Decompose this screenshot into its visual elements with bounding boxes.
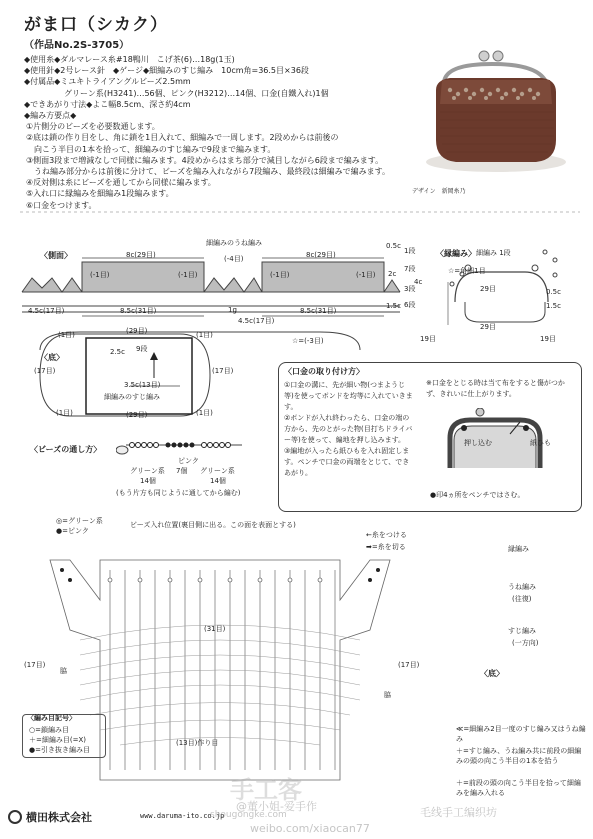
- width-label: 8c(29目): [126, 251, 156, 259]
- cut-note: ➡=糸を切る: [366, 543, 406, 551]
- chart-side-label: 脇: [384, 691, 391, 699]
- bottom-depth: 2.5c: [110, 348, 125, 356]
- star-note: ☆=(-3目): [292, 337, 324, 345]
- row-label: 6段: [404, 301, 416, 309]
- clasp-illustration: [440, 408, 550, 488]
- watermark: weibo.com/xiaocan77: [250, 822, 370, 835]
- step-line: ⑤入れ口に縁編みを細編み1段編みます。: [26, 189, 174, 199]
- page-title: がま口（シカク）: [24, 15, 168, 35]
- symbol-item: ＋=細編み目(=X): [29, 736, 86, 744]
- row-label: 1段: [404, 247, 416, 255]
- height-label: 4c: [414, 278, 423, 286]
- company-logo: [8, 809, 92, 825]
- step-line: うね編み部分からは前後に分けて、ビーズを編み入れながら7段編み、最終段は細編みで編みます。: [26, 167, 391, 177]
- bottom-right-label: (17目): [212, 367, 234, 375]
- step-line: 向こう半目の1本を拾って、細編みのすじ編みで9段まで編みます。: [26, 144, 276, 154]
- gusset-width-label: 4.5c(17目): [28, 307, 65, 315]
- bottom-width: 3.5c(13目): [124, 381, 161, 389]
- bead-green: グリーン系: [130, 467, 165, 475]
- cord-label: 紙ひも: [530, 439, 551, 447]
- step-line: ②底は鎖の作り目をし、角に鎖を1目入れて、細編みで一周します。2段めからは前後の: [26, 133, 339, 143]
- symbol-item: ○=鎖編み目: [29, 726, 69, 734]
- attach-note: ←糸をつける: [366, 531, 407, 539]
- symbol-right: ≪=細編み2目一度のすじ編み又はうね編み: [456, 725, 586, 743]
- border-sub: 細編み 1段: [476, 249, 511, 257]
- photo-credit: デザイン 新岡糸乃: [412, 188, 466, 195]
- border-width: 29目: [480, 323, 496, 331]
- watermark: 手工客: [230, 776, 302, 804]
- chart-count: (17目): [398, 661, 420, 669]
- material-line: ◆使用糸◆ダルマレース糸#18鴨川 こげ茶(6)…18g(1玉): [24, 55, 235, 64]
- width-label: 8c(29目): [306, 251, 336, 259]
- decrease-label: (-1目): [178, 271, 198, 279]
- bead-count: 14個: [210, 477, 226, 485]
- border-margin: 0.5c: [546, 288, 561, 296]
- bead-green: グリーン系: [200, 467, 235, 475]
- border-star: ☆=角細1目: [448, 267, 486, 275]
- symbol-right: ＋=前段の頭の向こう半目を拾って細編みを編み入れる: [456, 779, 581, 797]
- height-label: 0.5c: [386, 242, 401, 250]
- row-label: 3段: [404, 285, 416, 293]
- bottom-right-label: (1目): [196, 331, 213, 339]
- clasp-step: ①口金の溝に、先が細い物(つまようじ等)を使ってボンドを均等に入れていきます。: [284, 381, 413, 411]
- bead-pink: ピンク: [178, 457, 199, 465]
- border-heading: 〈縁編み〉: [436, 249, 476, 258]
- bottom-top-label: (29目): [126, 327, 148, 335]
- watermark: 毛线手工编织坊: [420, 806, 497, 819]
- material-line: グリーン系(H3241)…56個、ピンク(H3212)…14個、口金(自鐵入れ)1個: [24, 88, 329, 98]
- gusset-width-label: 4.5c(17目): [238, 317, 275, 325]
- bottom-left-label: (1目): [56, 409, 73, 417]
- legend-pink: ●=ピンク: [56, 527, 89, 535]
- edging-label: 縁編み: [508, 545, 529, 553]
- symbol-heading: 〈編み目記号〉: [27, 714, 76, 722]
- bottom-stitch: 細編みのすじ編み: [104, 393, 160, 401]
- clasp-step: ③編地が入ったら紙ひもを入れ固定します。ペンチで口金の両端をとじて、できあがり。: [284, 447, 410, 477]
- watermark: @董小姐-爱手作: [236, 800, 317, 813]
- work-number: （作品No.2S-3705）: [24, 40, 130, 51]
- une-label: 細編みのうね編み: [206, 239, 262, 247]
- material-line: ◆編み方要点◆: [24, 111, 77, 121]
- bottom-bottom-label: (29目): [126, 411, 148, 419]
- materials-block: [24, 54, 404, 211]
- symbol-item: ●=引き抜き編み目: [29, 746, 90, 754]
- border-rows: 19目: [540, 335, 556, 343]
- border-rows: 19目: [420, 335, 436, 343]
- decrease-label: (-4目): [224, 255, 244, 263]
- bead-count: 7個: [176, 467, 188, 475]
- bottom-width-label: 8.5c(31目): [300, 307, 337, 315]
- symbol-legend: [22, 714, 106, 758]
- material-line: ◆できあがり寸法◆よこ幅8.5cm、深さ約4cm: [24, 99, 191, 109]
- clasp-step: ②ボンドが入れ終わったら、口金の端の方から、先のとがった物(目打ちドライバー等)を使って、編地を押し込みます。: [284, 414, 413, 444]
- bottom-left-label: (17目): [34, 367, 56, 375]
- decrease-label: (-1目): [356, 271, 376, 279]
- row-label: 7段: [404, 265, 416, 273]
- bottom-right-label: (1目): [196, 409, 213, 417]
- decrease-label: (-1目): [90, 271, 110, 279]
- bottom-width-label: 8.5c(31目): [120, 307, 157, 315]
- side-heading: 〈側面〉: [40, 251, 72, 260]
- company-mark-icon: [8, 810, 22, 824]
- bottom-rows: 9段: [136, 345, 148, 353]
- bead-string: [116, 432, 246, 458]
- step-line: ①片側分のビーズを必要数通します。: [26, 122, 160, 132]
- chart-bottom-heading: 〈底〉: [480, 669, 504, 678]
- bead-position-note: ビーズ入れ位置(裏目側に出る。この面を表面とする): [130, 521, 296, 529]
- height-label: 1.5c: [386, 302, 401, 310]
- border-margin: 1.5c: [546, 302, 561, 310]
- coin-purse-image: [406, 12, 582, 182]
- round-label: (往復): [512, 595, 532, 603]
- bead-count: 14個: [140, 477, 156, 485]
- step-line: ⑥口金をつけます。: [26, 200, 97, 210]
- product-photo: [406, 12, 582, 195]
- watermark: shougongke.com: [210, 810, 287, 820]
- material-line: ◆付属品◆ミユキトライアングルビーズ2.5mm: [24, 77, 191, 87]
- une-label: うね編み: [508, 583, 536, 591]
- symbol-right: ＋=すじ編み、うね編み共に前段の細編みの頭の向こう半目の1本を拾う: [456, 747, 582, 765]
- company-name: 横田株式会社: [26, 811, 92, 824]
- step-line: ④反対側は糸にビーズを通してから同様に編みます。: [26, 178, 216, 188]
- clasp-steps: [284, 380, 414, 479]
- height-label: 2c: [388, 270, 397, 278]
- chart-count: (13目)作り目: [176, 739, 219, 747]
- bottom-left-label: (1目): [58, 331, 75, 339]
- chart-count: (31目): [204, 625, 226, 633]
- push-label: 押し込む: [464, 439, 492, 447]
- border-width: 29目: [480, 285, 496, 293]
- gusset-label: 1g: [228, 306, 237, 314]
- chart-side-label: 脇: [60, 667, 67, 675]
- suji-label: すじ編み: [508, 627, 536, 635]
- step-line: ③側面3段まで増減なしで同様に編みます。4段めからはまち部分で減目しながら6段まで編みます。: [26, 155, 384, 165]
- bead-note: (もう片方も同じように通してから編む): [116, 489, 241, 497]
- clasp-heading: 〈口金の取り付け方〉: [284, 367, 364, 376]
- bead-heading: 〈ビーズの通し方〉: [30, 445, 102, 454]
- decrease-label: (-1目): [270, 271, 290, 279]
- oneway-label: (一方向): [512, 639, 539, 647]
- legend-green: ◎=グリーン系: [56, 517, 103, 525]
- company-url[interactable]: www.daruma-ito.co.jp: [140, 812, 225, 820]
- plier-note: ●印4ヵ所をペンチではさむ。: [430, 491, 525, 499]
- clasp-note: ※口金をとじる時は当て布をすると傷がつかず、きれいに仕上がります。: [426, 379, 565, 398]
- material-line: ◆使用針◆2号レース針 ◆ゲージ◆細編みのすじ編み 10cm角=36.5目×36段: [24, 66, 309, 76]
- chart-count: (17目): [24, 661, 46, 669]
- bottom-heading: 〈底〉: [40, 353, 64, 362]
